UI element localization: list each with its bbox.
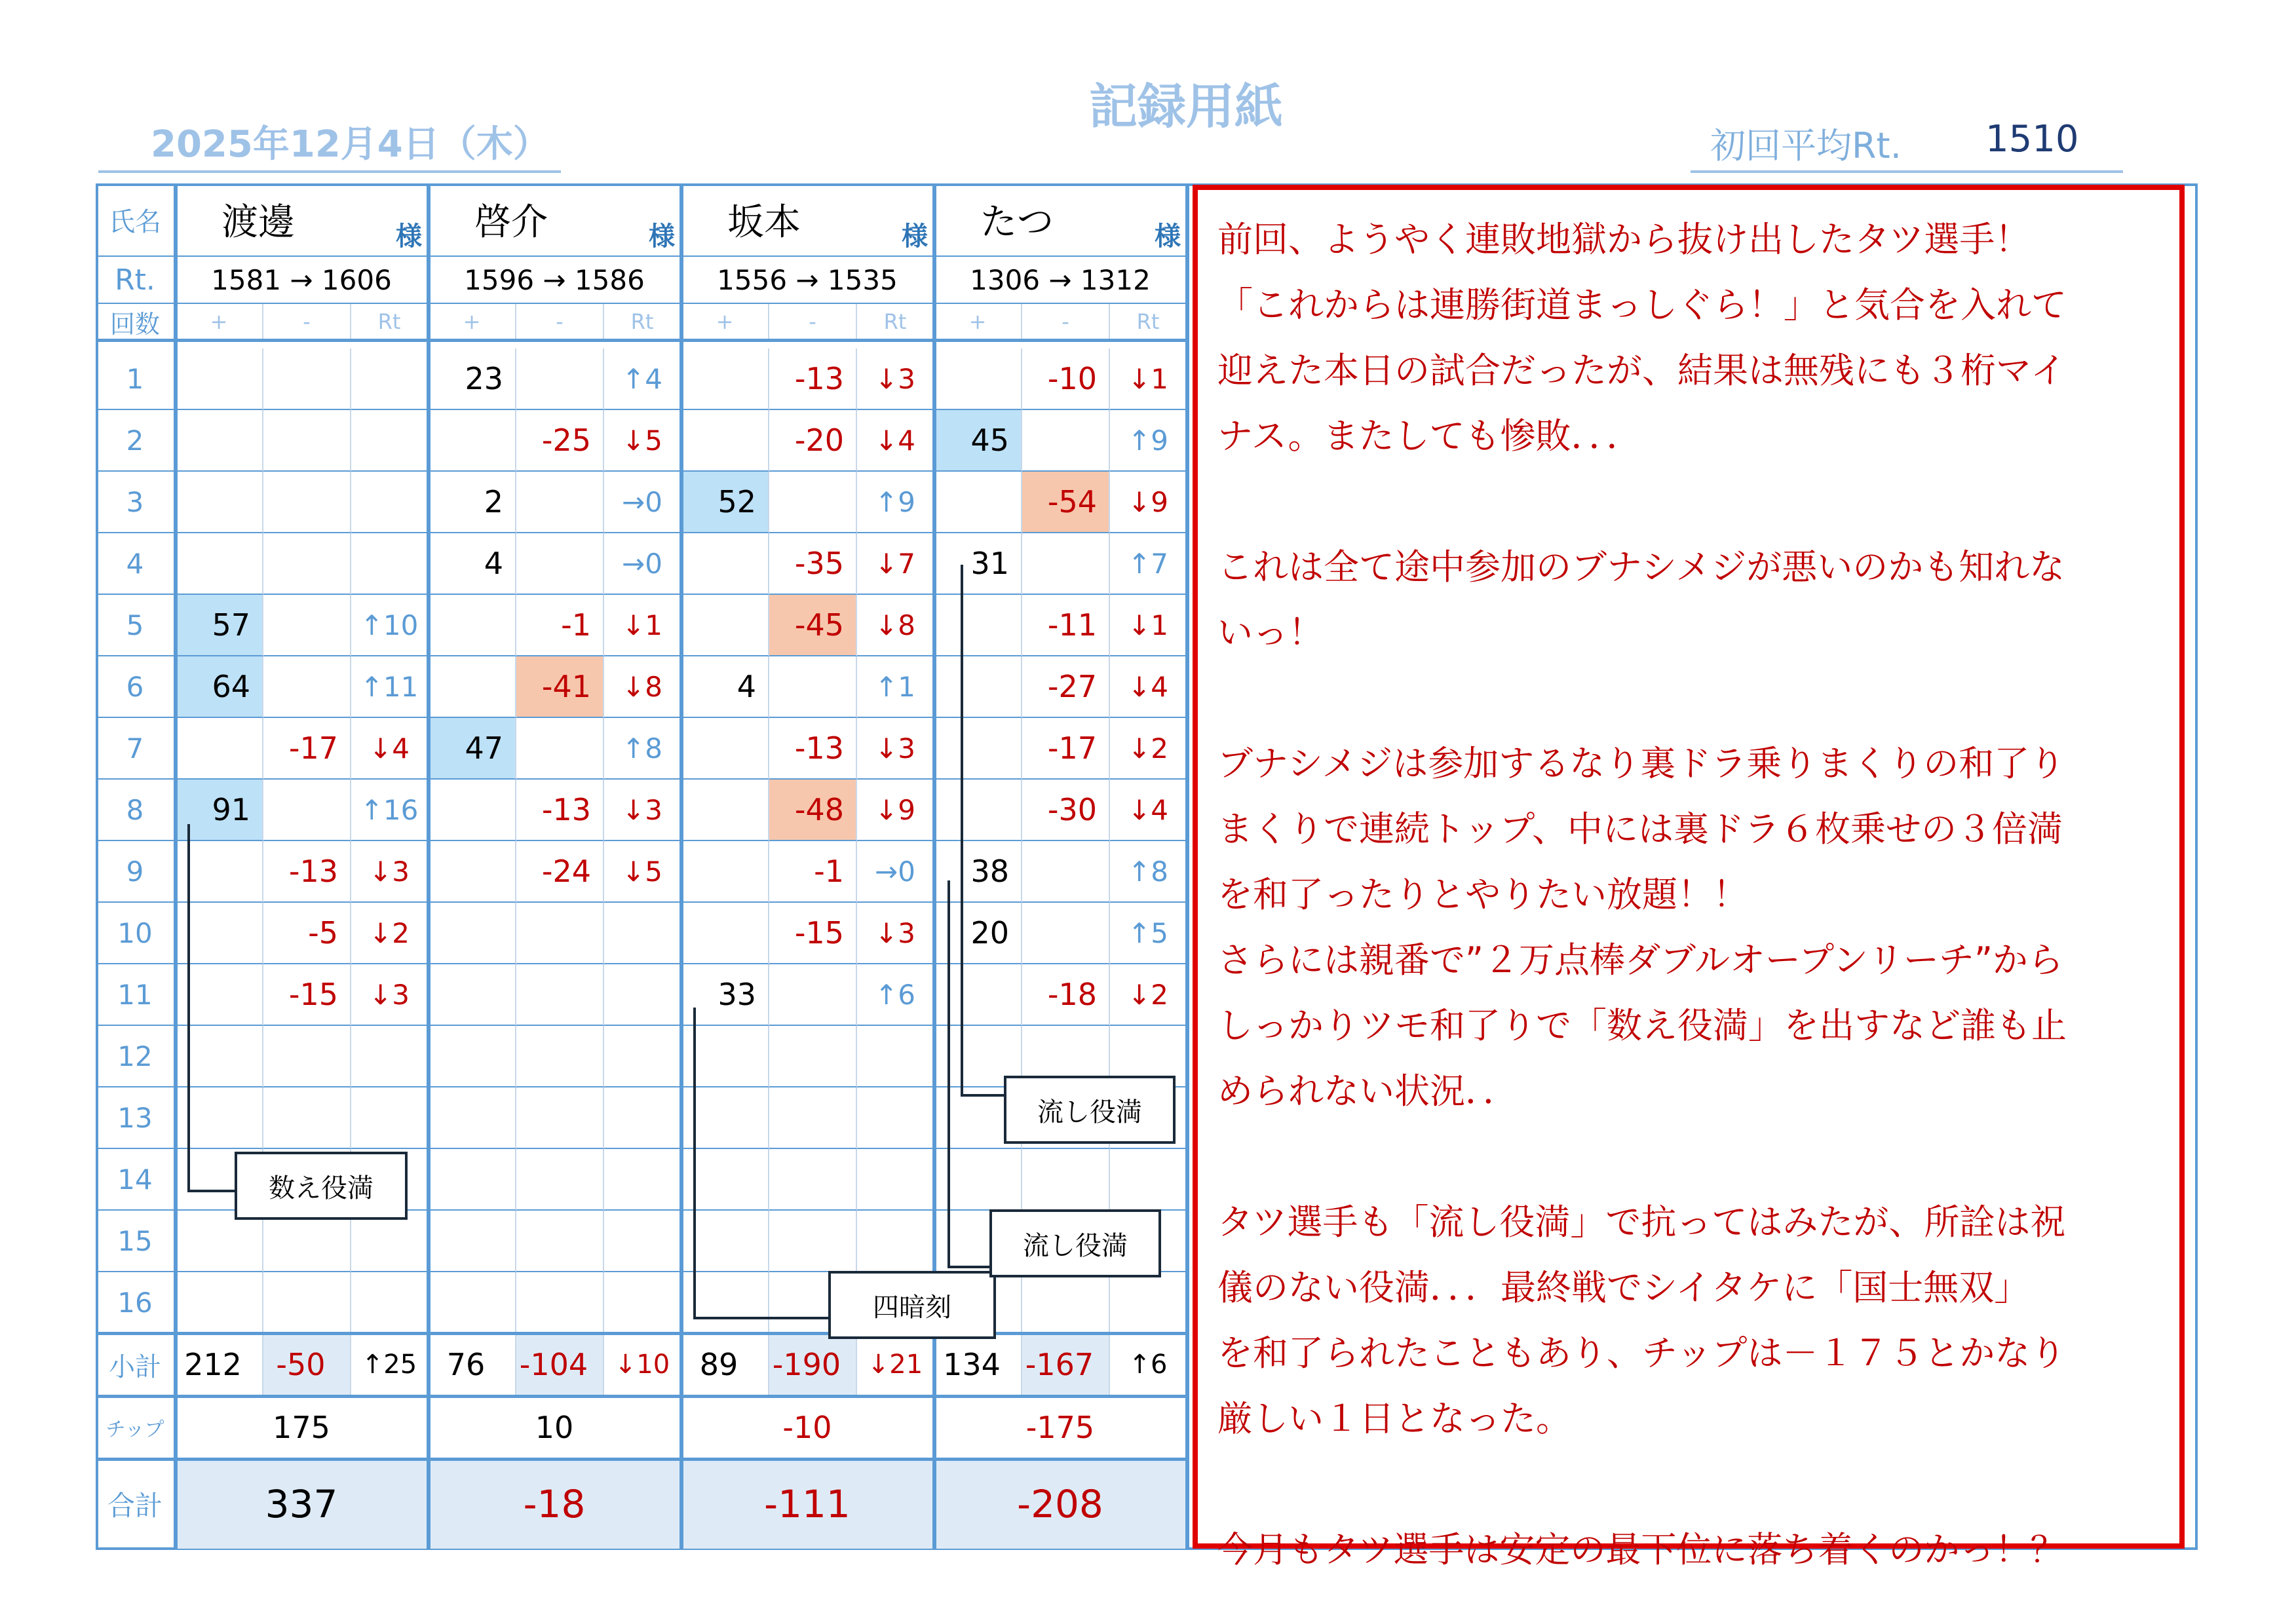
score-table — [96, 183, 1191, 1550]
score-minus-cell — [769, 1211, 857, 1272]
player-column-divider — [932, 183, 936, 1550]
rating-delta-cell — [604, 1272, 681, 1334]
player-rating-change: 1596 → 1586 — [429, 257, 681, 304]
subtotal-minus: -50 — [263, 1334, 351, 1397]
avg-rating-value: 1510 — [1985, 118, 2079, 161]
rating-delta-cell — [857, 1211, 934, 1272]
score-plus-cell — [176, 410, 263, 472]
score-minus-cell — [516, 533, 604, 595]
honorific-label: 様 — [649, 221, 675, 252]
chip-value: -10 — [681, 1397, 934, 1460]
player-name: たつ 様 — [934, 183, 1187, 257]
rating-delta-cell — [351, 1272, 429, 1334]
rating-delta-cell: ↑8 — [1110, 841, 1187, 903]
rating-delta-cell — [604, 964, 681, 1026]
score-minus-cell — [516, 964, 604, 1026]
score-minus-cell — [1022, 1149, 1110, 1211]
callout-leader-line — [961, 565, 963, 1097]
score-plus-cell — [681, 718, 769, 780]
score-minus-cell: -13 — [769, 718, 857, 780]
rating-delta-cell — [351, 1211, 429, 1272]
score-minus-cell: -17 — [1022, 718, 1110, 780]
rating-delta-cell: →0 — [604, 533, 681, 595]
player-rating-change: 1556 → 1535 — [681, 257, 934, 304]
section-divider — [96, 1458, 1187, 1461]
rating-delta-cell: ↑4 — [604, 349, 681, 410]
player-column-divider — [174, 183, 178, 1550]
score-minus-cell: -13 — [769, 349, 857, 410]
rating-delta-cell: ↑16 — [351, 780, 429, 841]
score-plus-cell — [429, 410, 516, 472]
round-number: 1 — [96, 349, 176, 410]
score-minus-cell — [516, 1087, 604, 1149]
subtotal-plus: 76 — [429, 1334, 516, 1397]
rating-delta-cell: ↑9 — [857, 472, 934, 533]
round-number: 15 — [96, 1211, 176, 1272]
rating-delta-cell — [604, 1211, 681, 1272]
label-total: 合計 — [96, 1460, 176, 1550]
score-plus-cell — [681, 903, 769, 964]
score-plus-cell — [429, 595, 516, 656]
score-minus-cell — [769, 1087, 857, 1149]
col-header-minus: - — [1022, 304, 1110, 341]
score-minus-cell: -1 — [769, 841, 857, 903]
label-chip: チップ — [96, 1397, 176, 1460]
score-minus-cell — [769, 1149, 857, 1211]
rating-delta-cell — [351, 410, 429, 472]
date-underline — [98, 170, 561, 173]
score-plus-cell — [934, 718, 1022, 780]
score-minus-cell — [516, 1211, 604, 1272]
round-number: 8 — [96, 780, 176, 841]
col-header-minus: - — [769, 304, 857, 341]
score-plus-cell — [176, 1272, 263, 1334]
rating-delta-cell: ↓3 — [857, 903, 934, 964]
score-minus-cell: -48 — [769, 780, 857, 841]
score-minus-cell: -1 — [516, 595, 604, 656]
score-minus-cell — [516, 1149, 604, 1211]
score-minus-cell: -35 — [769, 533, 857, 595]
score-plus-cell — [429, 1087, 516, 1149]
avg-rating-label: 初回平均Rt. — [1710, 125, 1902, 166]
score-minus-cell — [1022, 533, 1110, 595]
honorific-label: 様 — [902, 221, 928, 252]
col-header-rt: Rt — [604, 304, 681, 341]
col-header-rt: Rt — [351, 304, 429, 341]
rating-delta-cell — [351, 533, 429, 595]
score-minus-cell — [263, 595, 351, 656]
score-minus-cell: -41 — [516, 656, 604, 718]
score-plus-cell — [429, 1272, 516, 1334]
rating-delta-cell: ↓4 — [857, 410, 934, 472]
subtotal-rating-delta: ↑6 — [1110, 1334, 1187, 1397]
rating-delta-cell — [1110, 1272, 1187, 1334]
rating-delta-cell: ↓5 — [604, 410, 681, 472]
rating-delta-cell: →0 — [857, 841, 934, 903]
rating-delta-cell: ↓2 — [1110, 718, 1187, 780]
score-minus-cell: -45 — [769, 595, 857, 656]
score-plus-cell: 64 — [176, 656, 263, 718]
score-minus-cell — [516, 349, 604, 410]
score-plus-cell — [934, 656, 1022, 718]
score-plus-cell: 33 — [681, 964, 769, 1026]
score-minus-cell: -13 — [516, 780, 604, 841]
rating-delta-cell: ↓3 — [604, 780, 681, 841]
rating-delta-cell: ↓2 — [1110, 964, 1187, 1026]
score-minus-cell — [769, 1026, 857, 1087]
round-number: 11 — [96, 964, 176, 1026]
rating-delta-cell: ↓4 — [1110, 656, 1187, 718]
rating-delta-cell: ↑8 — [604, 718, 681, 780]
round-number: 5 — [96, 595, 176, 656]
score-plus-cell — [934, 472, 1022, 533]
commentary-box: 前回、ようやく連敗地獄から抜け出したタツ選手！ 「これからは連勝街道まっしぐら！」と気合を入れて 迎えた本日の試合だったが、結果は無残にも３桁マイ ナス。またしても惨敗．．． これは全て途中参加のブナシメジが悪いのかも知れな いっ！ ブナシメジは参加するなり裏ドラ乗りまくりの和了り まくりで連続トップ、中には裏ドラ６枚乗せの３倍満 を和了ったりとやりたい放題！！ さらには親番で”２万点棒ダブルオープンリーチ”から しっかりツモ和了りで「数え役満」を出すなど誰も止 められない状況．． タツ選手も「流し役満」で抗ってはみたが、所詮は祝 儀のない役満．．．最終戦でシイタケに「国士無双」 を和了られたこともあり、チップは－１７５とかなり 厳しい１日となった。 今月もタツ選手は安定の最下位に落ち着くのかっ！？ — [1193, 185, 2185, 1549]
score-plus-cell: 4 — [681, 656, 769, 718]
score-minus-cell — [769, 656, 857, 718]
callout-leader-line — [693, 1008, 696, 1319]
col-header-rt: Rt — [857, 304, 934, 341]
callout-leader-line — [187, 824, 190, 1192]
rating-delta-cell — [604, 1026, 681, 1087]
score-minus-cell: -13 — [263, 841, 351, 903]
subtotal-minus: -104 — [516, 1334, 604, 1397]
score-plus-cell: 2 — [429, 472, 516, 533]
score-minus-cell: -25 — [516, 410, 604, 472]
rating-delta-cell: ↓3 — [857, 718, 934, 780]
score-minus-cell — [1022, 1272, 1110, 1334]
round-number: 6 — [96, 656, 176, 718]
score-plus-cell — [681, 841, 769, 903]
subtotal-plus: 134 — [934, 1334, 1022, 1397]
rating-delta-cell: ↑6 — [857, 964, 934, 1026]
score-minus-cell: -30 — [1022, 780, 1110, 841]
callout-leader-line — [961, 1094, 1006, 1097]
subtotal-rating-delta: ↑25 — [351, 1334, 429, 1397]
total-value: -18 — [429, 1460, 681, 1550]
score-minus-cell: -20 — [769, 410, 857, 472]
label-round: 回数 — [96, 304, 176, 341]
score-minus-cell — [516, 1272, 604, 1334]
score-plus-cell — [681, 349, 769, 410]
callout-nagashi-mangan-2: 流し役満 — [989, 1209, 1161, 1277]
score-plus-cell — [681, 595, 769, 656]
rating-delta-cell: ↓3 — [351, 841, 429, 903]
rating-delta-cell: ↓9 — [1110, 472, 1187, 533]
rating-delta-cell: ↑9 — [1110, 410, 1187, 472]
chip-value: 175 — [176, 1397, 429, 1460]
rating-delta-cell — [1110, 1149, 1187, 1211]
score-minus-cell: -24 — [516, 841, 604, 903]
round-number: 9 — [96, 841, 176, 903]
rating-delta-cell: ↓9 — [857, 780, 934, 841]
round-number: 7 — [96, 718, 176, 780]
score-plus-cell — [176, 349, 263, 410]
score-plus-cell — [934, 780, 1022, 841]
subtotal-plus: 89 — [681, 1334, 769, 1397]
score-minus-cell: -15 — [263, 964, 351, 1026]
score-plus-cell — [429, 903, 516, 964]
round-number: 10 — [96, 903, 176, 964]
subtotal-minus: -167 — [1022, 1334, 1110, 1397]
score-minus-cell — [263, 656, 351, 718]
rating-delta-cell — [604, 1087, 681, 1149]
score-minus-cell — [263, 410, 351, 472]
rating-delta-cell — [351, 1026, 429, 1087]
rating-delta-cell — [604, 1149, 681, 1211]
honorific-label: 様 — [1155, 221, 1181, 252]
rating-delta-cell — [857, 1026, 934, 1087]
callout-leader-line — [947, 1266, 992, 1268]
rating-delta-cell — [351, 472, 429, 533]
score-plus-cell: 47 — [429, 718, 516, 780]
round-number: 4 — [96, 533, 176, 595]
score-minus-cell — [1022, 903, 1110, 964]
rating-delta-cell: ↓5 — [604, 841, 681, 903]
col-header-minus: - — [263, 304, 351, 341]
chip-value: 10 — [429, 1397, 681, 1460]
score-minus-cell: -11 — [1022, 595, 1110, 656]
honorific-label: 様 — [396, 221, 422, 252]
rating-delta-cell — [857, 1149, 934, 1211]
section-divider — [96, 339, 1187, 342]
score-plus-cell — [681, 410, 769, 472]
rating-delta-cell: ↓8 — [857, 595, 934, 656]
score-plus-cell: 38 — [934, 841, 1022, 903]
score-minus-cell — [263, 1087, 351, 1149]
score-minus-cell — [516, 718, 604, 780]
score-minus-cell — [263, 780, 351, 841]
score-plus-cell — [934, 349, 1022, 410]
rating-delta-cell: ↓2 — [351, 903, 429, 964]
rating-delta-cell: ↓3 — [857, 349, 934, 410]
score-minus-cell: -10 — [1022, 349, 1110, 410]
rating-delta-cell — [857, 1087, 934, 1149]
score-plus-cell: 91 — [176, 780, 263, 841]
rating-delta-cell — [351, 349, 429, 410]
callout-leader-line — [187, 1190, 237, 1192]
label-name: 氏名 — [96, 183, 176, 257]
rating-delta-cell — [351, 1087, 429, 1149]
score-plus-cell: 23 — [429, 349, 516, 410]
score-plus-cell — [429, 1149, 516, 1211]
rating-delta-cell: ↓7 — [857, 533, 934, 595]
total-value: 337 — [176, 1460, 429, 1550]
player-column-divider — [427, 183, 430, 1550]
score-minus-cell — [263, 533, 351, 595]
score-plus-cell: 4 — [429, 533, 516, 595]
score-minus-cell — [516, 472, 604, 533]
score-minus-cell — [263, 349, 351, 410]
col-header-plus: + — [681, 304, 769, 341]
score-minus-cell — [769, 472, 857, 533]
round-number: 3 — [96, 472, 176, 533]
player-column-divider — [1185, 183, 1189, 1550]
chip-value: -175 — [934, 1397, 1187, 1460]
round-number: 2 — [96, 410, 176, 472]
score-minus-cell — [769, 964, 857, 1026]
score-minus-cell: -15 — [769, 903, 857, 964]
score-minus-cell: -17 — [263, 718, 351, 780]
score-plus-cell — [934, 595, 1022, 656]
score-minus-cell — [516, 1026, 604, 1087]
score-plus-cell — [176, 718, 263, 780]
rating-delta-cell — [604, 903, 681, 964]
section-divider — [96, 1395, 1187, 1398]
score-plus-cell — [429, 780, 516, 841]
score-minus-cell — [1022, 410, 1110, 472]
rating-delta-cell: ↑11 — [351, 656, 429, 718]
rating-delta-cell: ↓4 — [1110, 780, 1187, 841]
score-plus-cell — [429, 1211, 516, 1272]
player-name: 坂本 様 — [681, 183, 934, 257]
score-plus-cell — [429, 1026, 516, 1087]
avg-rating-underline — [1691, 170, 2123, 173]
player-name: 渡邊 様 — [176, 183, 429, 257]
col-header-plus: + — [934, 304, 1022, 341]
rating-delta-cell: ↑7 — [1110, 533, 1187, 595]
label-rt: Rt. — [96, 257, 176, 304]
score-plus-cell: 57 — [176, 595, 263, 656]
score-plus-cell — [681, 533, 769, 595]
rating-delta-cell: ↓1 — [604, 595, 681, 656]
score-plus-cell — [176, 533, 263, 595]
rating-delta-cell: ↓1 — [1110, 349, 1187, 410]
score-plus-cell: 52 — [681, 472, 769, 533]
score-minus-cell: -27 — [1022, 656, 1110, 718]
rating-delta-cell: →0 — [604, 472, 681, 533]
rating-delta-cell: ↓4 — [351, 718, 429, 780]
subtotal-rating-delta: ↓21 — [857, 1334, 934, 1397]
col-header-minus: - — [516, 304, 604, 341]
score-minus-cell: -54 — [1022, 472, 1110, 533]
score-plus-cell — [429, 656, 516, 718]
score-plus-cell — [176, 1211, 263, 1272]
score-plus-cell — [681, 780, 769, 841]
player-column-divider — [679, 183, 683, 1550]
date-label: 2025年12月4日（木） — [151, 123, 550, 166]
callout-leader-line — [693, 1317, 831, 1319]
rating-delta-cell: ↑5 — [1110, 903, 1187, 964]
label-subtotal: 小計 — [96, 1334, 176, 1397]
score-plus-cell: 20 — [934, 903, 1022, 964]
score-minus-cell — [263, 1211, 351, 1272]
rating-delta-cell: ↓3 — [351, 964, 429, 1026]
score-plus-cell — [429, 841, 516, 903]
score-plus-cell — [429, 964, 516, 1026]
callout-leader-line — [947, 880, 950, 1268]
score-minus-cell — [1022, 841, 1110, 903]
col-header-rt: Rt — [1110, 304, 1187, 341]
score-minus-cell — [263, 1026, 351, 1087]
round-number: 12 — [96, 1026, 176, 1087]
total-value: -208 — [934, 1460, 1187, 1550]
subtotal-rating-delta: ↓10 — [604, 1334, 681, 1397]
subtotal-plus: 212 — [176, 1334, 263, 1397]
total-value: -111 — [681, 1460, 934, 1550]
score-plus-cell — [176, 472, 263, 533]
score-minus-cell: -5 — [263, 903, 351, 964]
round-number: 13 — [96, 1087, 176, 1149]
section-divider — [96, 1332, 1187, 1335]
score-minus-cell — [516, 903, 604, 964]
rating-delta-cell: ↓8 — [604, 656, 681, 718]
callout-kazoe-yakuman: 数え役満 — [235, 1152, 408, 1220]
player-name: 啓介 様 — [429, 183, 681, 257]
callout-suuankou: 四暗刻 — [828, 1271, 996, 1339]
col-header-plus: + — [176, 304, 263, 341]
score-plus-cell: 31 — [934, 533, 1022, 595]
col-header-plus: + — [429, 304, 516, 341]
score-minus-cell: -18 — [1022, 964, 1110, 1026]
round-number: 14 — [96, 1149, 176, 1211]
player-rating-change: 1306 → 1312 — [934, 257, 1187, 304]
round-number: 16 — [96, 1272, 176, 1334]
rating-delta-cell: ↑10 — [351, 595, 429, 656]
score-minus-cell — [263, 472, 351, 533]
score-minus-cell — [263, 1272, 351, 1334]
callout-nagashi-mangan-1: 流し役満 — [1004, 1076, 1176, 1144]
player-rating-change: 1581 → 1606 — [176, 257, 429, 304]
score-plus-cell: 45 — [934, 410, 1022, 472]
rating-delta-cell: ↑1 — [857, 656, 934, 718]
subtotal-minus: -190 — [769, 1334, 857, 1397]
rating-delta-cell: ↓1 — [1110, 595, 1187, 656]
page-title: 記録用紙 — [1089, 79, 1283, 135]
